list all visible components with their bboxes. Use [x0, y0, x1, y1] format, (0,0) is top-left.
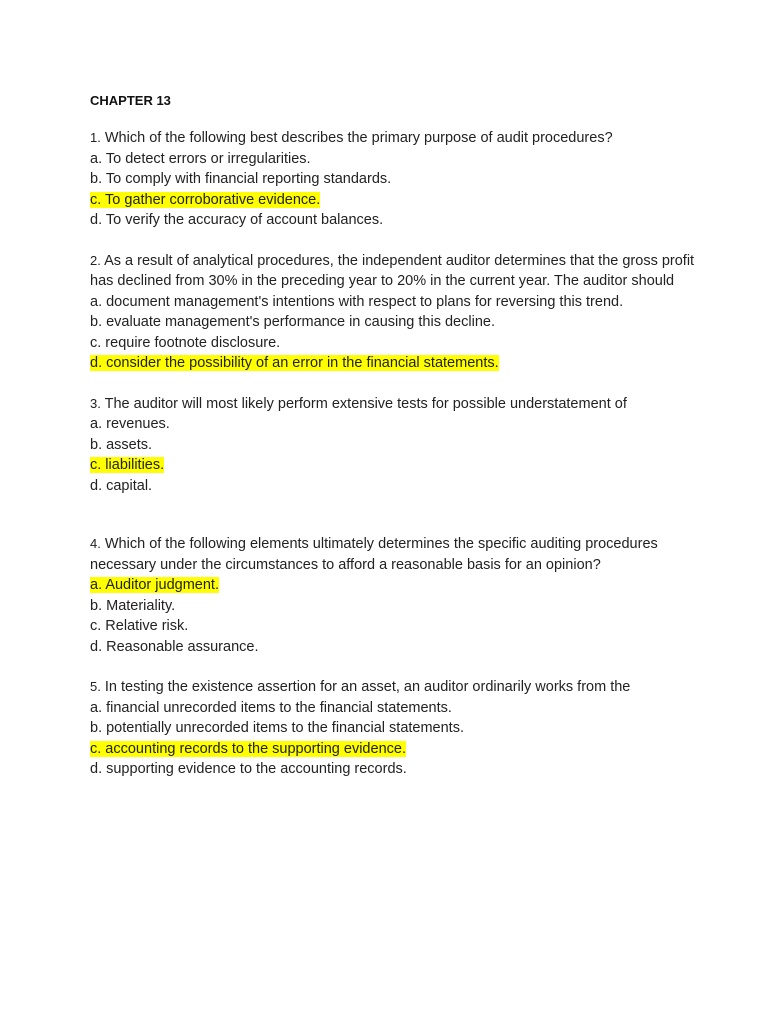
- answer-option-text: a. document management's intentions with respect to plans for reversing this trend.: [90, 293, 624, 310]
- question-5: [90, 677, 710, 780]
- answer-option-text: d. Reasonable assurance.: [90, 638, 259, 655]
- answer-option: [90, 596, 710, 617]
- answer-option-text: b. evaluate management's performance in causing this decline.: [90, 314, 495, 330]
- answer-option: [90, 435, 710, 456]
- answer-option: [90, 759, 710, 780]
- answer-option: [90, 455, 710, 476]
- answer-option: [90, 333, 710, 354]
- question-stem: [90, 251, 710, 292]
- answer-option-text: b. potentially unrecorded items to the financial statements.: [90, 720, 464, 736]
- question-number: 2.: [90, 252, 101, 268]
- answer-option: [90, 353, 710, 374]
- answer-option: [90, 414, 710, 435]
- question-number: 1.: [90, 130, 101, 145]
- answer-option: [90, 616, 710, 637]
- answer-option: [90, 698, 710, 719]
- document-body: [90, 92, 710, 780]
- question-number: 5.: [90, 679, 101, 694]
- question-4: [90, 534, 710, 657]
- question-number: 3.: [90, 395, 101, 411]
- answer-option-text: a. revenues.: [90, 416, 170, 432]
- answer-option: [90, 169, 710, 190]
- question-stem: [90, 534, 710, 575]
- question-1: [90, 128, 710, 231]
- answer-option: [90, 190, 710, 211]
- chapter-title: CHAPTER 13: [90, 93, 171, 108]
- answer-option: [90, 718, 710, 739]
- answer-option-text: a. To detect errors or irregularities.: [90, 150, 311, 167]
- answer-option: [90, 575, 710, 596]
- answer-option: [90, 292, 710, 313]
- correct-answer-highlight: c. liabilities.: [90, 457, 165, 473]
- correct-answer-highlight: c. accounting records to the supporting evidence.: [90, 740, 406, 757]
- correct-answer-highlight: c. To gather corroborative evidence.: [90, 191, 321, 208]
- answer-option-text: d. capital.: [90, 477, 153, 494]
- answer-option-text: a. financial unrecorded items to the financial statements.: [90, 699, 452, 716]
- correct-answer-highlight: a. Auditor judgment.: [90, 577, 219, 593]
- question-2: [90, 251, 710, 374]
- question-stem: [90, 394, 710, 415]
- question-text: Which of the following elements ultimately determines the specific auditing procedures necessary under the circumstances to afford a reasonable basis for an opinion?: [90, 536, 658, 573]
- question-text: In testing the existence assertion for an asset, an auditor ordinarily works from the: [104, 679, 631, 695]
- question-text: As a result of analytical procedures, the independent auditor determines that the gross profit has declined from 30% in the preceding year to 20% in the current year. The auditor should: [90, 252, 695, 289]
- answer-option-text: d. supporting evidence to the accounting records.: [90, 761, 407, 777]
- correct-answer-highlight: d. consider the possibility of an error in the financial statements.: [90, 355, 499, 371]
- question-text: The auditor will most likely perform extensive tests for possible understatement of: [104, 395, 627, 412]
- answer-option: [90, 210, 710, 231]
- question-3: [90, 394, 710, 497]
- answer-option: [90, 637, 710, 658]
- question-stem: [90, 128, 710, 149]
- answer-option-text: d. To verify the accuracy of account balances.: [90, 212, 384, 228]
- answer-option: [90, 149, 710, 170]
- answer-option-text: b. To comply with financial reporting standards.: [90, 171, 392, 187]
- question-text: Which of the following best describes the primary purpose of audit procedures?: [104, 130, 613, 146]
- answer-option-text: b. assets.: [90, 436, 153, 453]
- answer-option-text: c. Relative risk.: [90, 618, 189, 634]
- answer-option: [90, 312, 710, 333]
- answer-option-text: c. require footnote disclosure.: [90, 334, 281, 351]
- answer-option-text: b. Materiality.: [90, 597, 176, 614]
- answer-option: [90, 476, 710, 497]
- answer-option: [90, 739, 710, 760]
- question-number: 4.: [90, 536, 101, 551]
- question-stem: [90, 677, 710, 698]
